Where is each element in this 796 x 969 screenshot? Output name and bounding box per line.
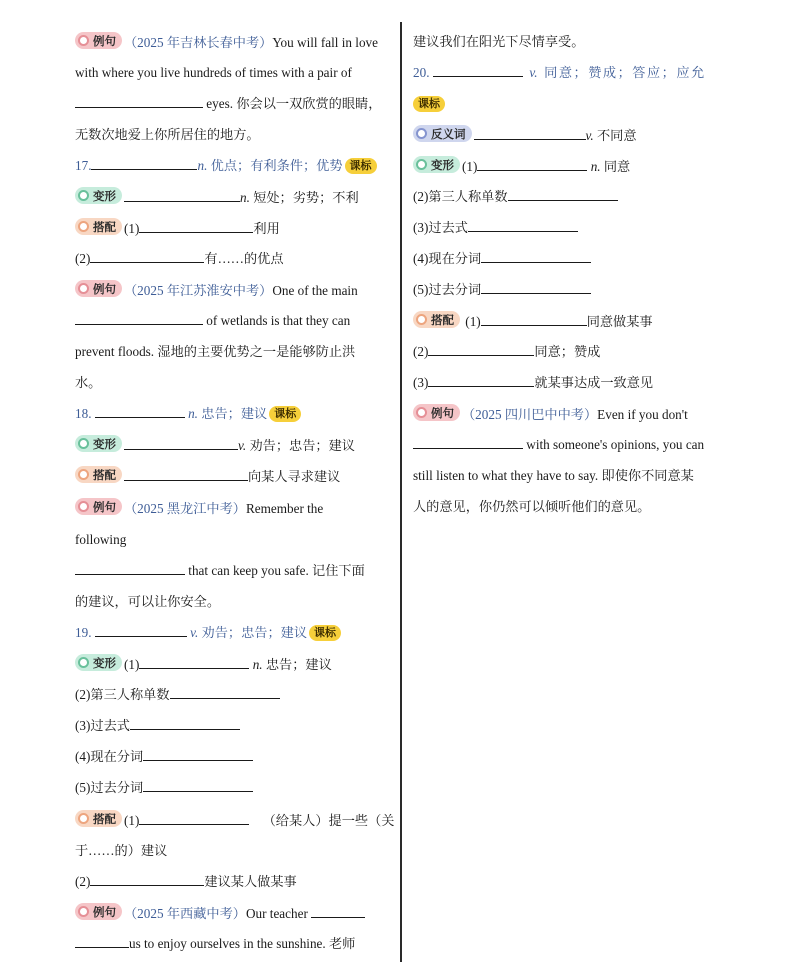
circle-dot-icon	[416, 159, 427, 170]
collocation-row: (2) 有……的优点	[75, 251, 284, 266]
circle-dot-icon	[416, 128, 427, 139]
answer-blank[interactable]	[91, 156, 197, 170]
answer-blank[interactable]	[474, 126, 586, 140]
answer-blank[interactable]	[90, 872, 204, 886]
answer-blank[interactable]	[143, 747, 253, 761]
bianxing-tag: 变形	[413, 156, 460, 173]
circle-dot-icon	[78, 813, 89, 824]
collocation-row: 搭配 (1) （给某人）提一些（关	[75, 810, 394, 831]
text-line: with someone's opinions, you can	[413, 435, 704, 455]
liju-tag: 例句	[75, 498, 122, 515]
variant-row: 变形 n. 短处；劣势；不利	[75, 187, 359, 208]
answer-blank[interactable]	[75, 94, 203, 108]
text-line: eyes. 你会以一双欣赏的眼睛，	[75, 94, 381, 114]
form-row: (3)过去式	[413, 218, 578, 238]
text-line: 建议我们在阳光下尽情享受。	[413, 34, 585, 49]
source-label: （2025 年江苏淮安中考）	[124, 283, 273, 298]
circle-dot-icon	[78, 438, 89, 449]
form-row: (3)过去式	[75, 716, 240, 736]
answer-blank[interactable]	[311, 904, 365, 918]
circle-dot-icon	[78, 35, 89, 46]
collocation-row: 搭配 向某人寻求建议	[75, 466, 340, 487]
kebiao-badge: 课标	[413, 96, 445, 112]
answer-blank[interactable]	[170, 685, 280, 699]
kebiao-badge: 课标	[345, 158, 377, 174]
kebiao-row	[413, 94, 445, 114]
vocab-item-20: 20. v. 同意；赞成；答应；应允	[413, 65, 706, 80]
circle-dot-icon	[416, 407, 427, 418]
answer-blank[interactable]	[90, 249, 204, 263]
form-row: (4)现在分词	[75, 747, 253, 767]
text-line: still listen to what they have to say. 即使你不同意某	[413, 468, 694, 483]
collocation-row: 搭配 (1) 同意做某事	[413, 311, 653, 332]
example-sentence-a: 例句 （2025 年吉林长春中考）You will fall in love	[75, 32, 378, 53]
answer-blank[interactable]	[139, 219, 253, 233]
text-line: 无数次地爱上你所居住的地方。	[75, 127, 260, 142]
collocation-row: 搭配 (1) 利用	[75, 218, 280, 239]
collocation-row: (3) 就某事达成一致意见	[413, 375, 654, 390]
answer-blank[interactable]	[481, 280, 591, 294]
answer-blank[interactable]	[124, 467, 248, 481]
answer-blank[interactable]	[143, 778, 253, 792]
text-line: 人的意见，你仍然可以倾听他们的意见。	[413, 499, 651, 514]
answer-blank[interactable]	[428, 342, 534, 356]
circle-dot-icon	[78, 283, 89, 294]
answer-blank[interactable]	[433, 63, 523, 77]
collocation-row: (2) 建议某人做某事	[75, 874, 297, 889]
answer-blank[interactable]	[428, 373, 534, 387]
circle-dot-icon	[416, 314, 427, 325]
example-sentence-d: 例句 （2025 年西藏中考）Our teacher	[75, 903, 365, 924]
liju-tag: 例句	[75, 32, 122, 49]
answer-blank[interactable]	[477, 157, 587, 171]
answer-blank[interactable]	[95, 623, 187, 637]
liju-tag: 例句	[413, 404, 460, 421]
antonym-row: 反义词 v. 不同意	[413, 125, 637, 146]
example-sentence-c: 例句 （2025 黑龙江中考）Remember the	[75, 498, 323, 519]
bianxing-tag: 变形	[75, 654, 122, 671]
circle-dot-icon	[78, 469, 89, 480]
answer-blank[interactable]	[139, 655, 249, 669]
fanyici-tag: 反义词	[413, 125, 472, 142]
answer-blank[interactable]	[508, 187, 618, 201]
liju-tag: 例句	[75, 903, 122, 920]
answer-blank[interactable]	[130, 716, 240, 730]
answer-blank[interactable]	[413, 435, 523, 449]
bianxing-tag: 变形	[75, 435, 122, 452]
text-line: with where you live hundreds of times with a pair of	[75, 65, 352, 80]
vocab-item-17: 17. n. 优点；有利条件；优势 课标	[75, 156, 377, 176]
circle-dot-icon	[78, 501, 89, 512]
form-row: (5)过去分词	[413, 280, 591, 300]
source-label: （2025 四川巴中中考）	[462, 407, 598, 422]
variant-row: 变形 (1) n. 同意	[413, 156, 630, 177]
dapei-tag: 搭配	[75, 810, 122, 827]
answer-blank[interactable]	[75, 561, 185, 575]
circle-dot-icon	[78, 657, 89, 668]
source-label: （2025 年吉林长春中考）	[124, 35, 273, 50]
kebiao-badge: 课标	[309, 625, 341, 641]
answer-blank[interactable]	[481, 249, 591, 263]
liju-tag: 例句	[75, 280, 122, 297]
kebiao-badge: 课标	[269, 406, 301, 422]
circle-dot-icon	[78, 190, 89, 201]
form-row: (4)现在分词	[413, 249, 591, 269]
answer-blank[interactable]	[75, 311, 203, 325]
form-row: (2)第三人称单数	[75, 685, 280, 705]
answer-blank[interactable]	[139, 811, 249, 825]
form-row: (2)第三人称单数	[413, 187, 618, 207]
text-line: 的建议，可以让你安全。	[75, 594, 221, 609]
variant-row: 变形 (1) n. 忠告；建议	[75, 654, 332, 675]
bianxing-tag: 变形	[75, 187, 122, 204]
example-sentence-e: 例句 （2025 四川巴中中考）Even if you don't	[413, 404, 688, 425]
answer-blank[interactable]	[481, 312, 587, 326]
circle-dot-icon	[78, 906, 89, 917]
variant-row: 变形 v. 劝告；忠告；建议	[75, 435, 355, 456]
form-row: (5)过去分词	[75, 778, 253, 798]
dapei-tag: 搭配	[75, 218, 122, 235]
answer-blank[interactable]	[468, 218, 578, 232]
collocation-row: (2) 同意；赞成	[413, 344, 601, 359]
vocab-item-19: 19. v. 劝告；忠告；建议 课标	[75, 623, 341, 643]
text-line: prevent floods. 湿地的主要优势之一是能够防止洪	[75, 344, 356, 359]
example-sentence-b: 例句 （2025 年江苏淮安中考）One of the main	[75, 280, 358, 301]
text-line: 于……的）建议	[75, 843, 168, 858]
text-line: 水。	[75, 375, 102, 390]
answer-blank[interactable]	[124, 188, 240, 202]
answer-blank[interactable]	[95, 404, 185, 418]
vocab-item-18: 18. n. 忠告；建议 课标	[75, 404, 301, 424]
answer-blank[interactable]	[75, 934, 129, 948]
circle-dot-icon	[78, 221, 89, 232]
source-label: （2025 黑龙江中考）	[124, 501, 246, 516]
text-line: following	[75, 532, 127, 547]
dapei-tag: 搭配	[413, 311, 460, 328]
text-line: us to enjoy ourselves in the sunshine. 老师	[75, 934, 355, 954]
text-line: of wetlands is that they can	[75, 311, 350, 331]
dapei-tag: 搭配	[75, 466, 122, 483]
text-line: that can keep you safe. 记住下面	[75, 561, 365, 581]
answer-blank[interactable]	[124, 436, 238, 450]
source-label: （2025 年西藏中考）	[124, 906, 246, 921]
column-divider	[400, 22, 402, 962]
